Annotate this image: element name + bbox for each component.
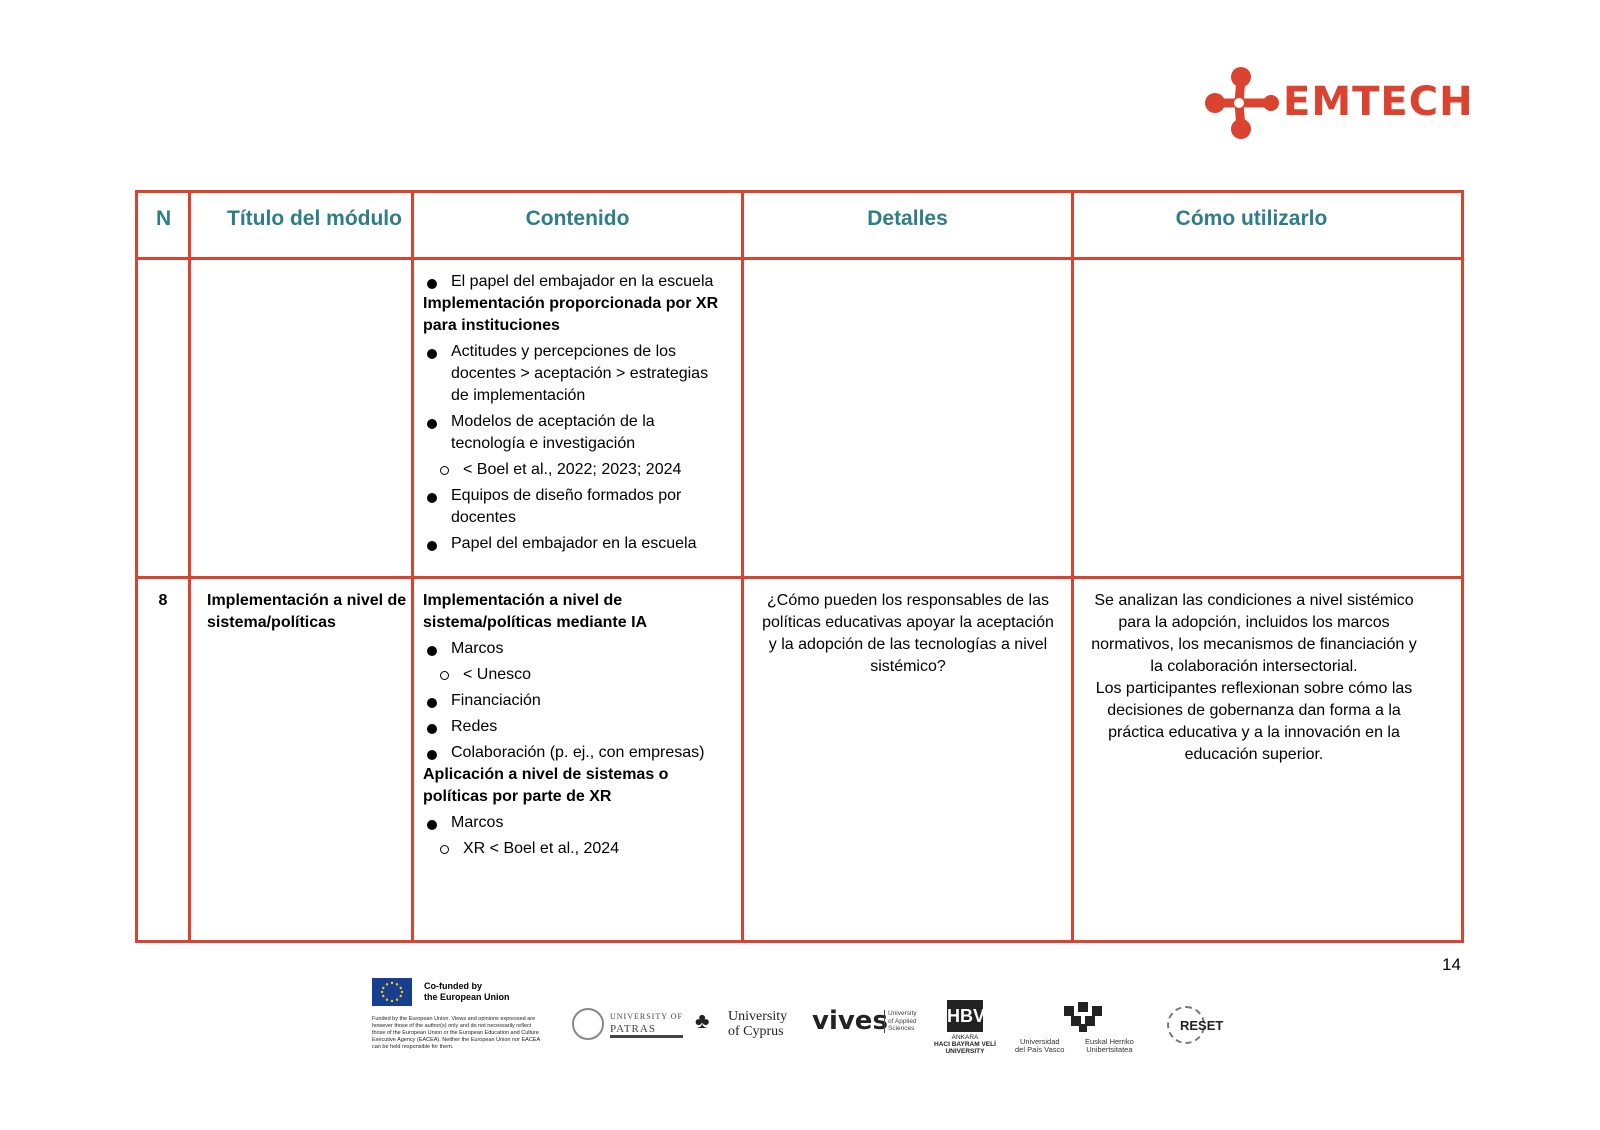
- list-item: Redes: [423, 716, 728, 738]
- page-number: 14: [1442, 955, 1461, 974]
- eu-disclaimer: Funded by the European Union. Views and opinions expressed are however those of the author(s) only and do not necessarily reflect those of the European Union or the European Education and Culture Executive Agency (EACEA). Neither the European Union nor EACEA can be held responsible for them.: [372, 1016, 540, 1050]
- vives-logo: vives: [812, 1006, 888, 1036]
- patras-seal-icon: [572, 1008, 604, 1040]
- list-item: Marcos: [423, 812, 728, 834]
- how-to-use-paragraph: Se analizan las condiciones a nivel sistémico para la adopción, incluidos los marcos normativos, los mecanismos de financiación y la colaboración intersectorial.: [1091, 592, 1417, 675]
- reset-logo: RESET: [1180, 1018, 1224, 1033]
- sub-list-item: XR < Boel et al., 2024: [423, 838, 728, 860]
- ehu-tree-icon: [1062, 1002, 1104, 1032]
- continued-content-cell: [423, 271, 728, 555]
- list-item: Modelos de aceptación de la tecnología e investigación: [423, 411, 728, 455]
- sub-list-item: < Unesco: [423, 664, 728, 686]
- how-to-use-paragraph: Los participantes reflexionan sobre cómo las decisiones de gobernanza dan forma a la práctica educativa y a la innovación en la educación superior.: [1095, 680, 1413, 763]
- cyprus-tree-icon: ♣: [695, 1008, 710, 1033]
- eu-cofunded-label: Co-funded by the European Union: [424, 981, 510, 1002]
- row-number: 8: [158, 592, 168, 609]
- header-content: Contenido: [525, 207, 630, 230]
- vives-subtitle: University of Applied Sciences: [884, 1010, 917, 1033]
- how-to-use-cell: [1084, 590, 1424, 766]
- list-item: El papel del embajador en la escuela: [423, 271, 728, 293]
- eu-flag-icon: [372, 978, 412, 1006]
- sub-list-item: < Boel et al., 2022; 2023; 2024: [423, 459, 728, 481]
- header-n: N: [156, 207, 172, 230]
- header-how-to-use: Cómo utilizarlo: [1175, 207, 1328, 230]
- header-details: Detalles: [867, 207, 948, 230]
- list-item: Colaboración (p. ej., con empresas): [423, 742, 728, 764]
- header-title: Título del módulo: [227, 207, 402, 230]
- row8-content-cell: [423, 590, 728, 860]
- ehu-label-eu: Euskal Herriko Unibertsitatea: [1085, 1037, 1134, 1054]
- content-heading: Implementación a nivel de sistema/políticas mediante IA: [423, 592, 648, 631]
- cyprus-logo: University of Cyprus: [728, 1009, 788, 1039]
- emtech-logo: [1205, 66, 1474, 140]
- list-item: Actitudes y percepciones de los docentes > aceptación > estrategias de implementación: [423, 341, 728, 407]
- molecule-icon: [1205, 66, 1281, 140]
- ehu-label-es: Universidad del País Vasco: [1015, 1037, 1065, 1054]
- hbv-logo: ANKARA HACI BAYRAM VELİ UNIVERSITY: [934, 1034, 996, 1055]
- list-item: Marcos: [423, 638, 728, 660]
- content-heading: Implementación proporcionada por XR para instituciones: [423, 295, 719, 334]
- module-title: Implementación a nivel de sistema/políticas: [207, 592, 407, 631]
- partner-logos: [372, 978, 1242, 1088]
- hbv-mark: HBV: [947, 1000, 983, 1032]
- list-item: Financiación: [423, 690, 728, 712]
- module-table: [135, 190, 1464, 943]
- logo-text: EMTECH: [1283, 79, 1474, 125]
- list-item: Papel del embajador en la escuela: [423, 533, 728, 555]
- content-heading: Aplicación a nivel de sistemas o políticas por parte de XR: [423, 766, 669, 805]
- patras-logo: UNIVERSITY OF PATRAS: [610, 1011, 683, 1038]
- list-item: Equipos de diseño formados por docentes: [423, 485, 728, 529]
- details-text: ¿Cómo pueden los responsables de las políticas educativas apoyar la aceptación y la adopción de las tecnologías a nivel sistémico?: [762, 592, 1054, 675]
